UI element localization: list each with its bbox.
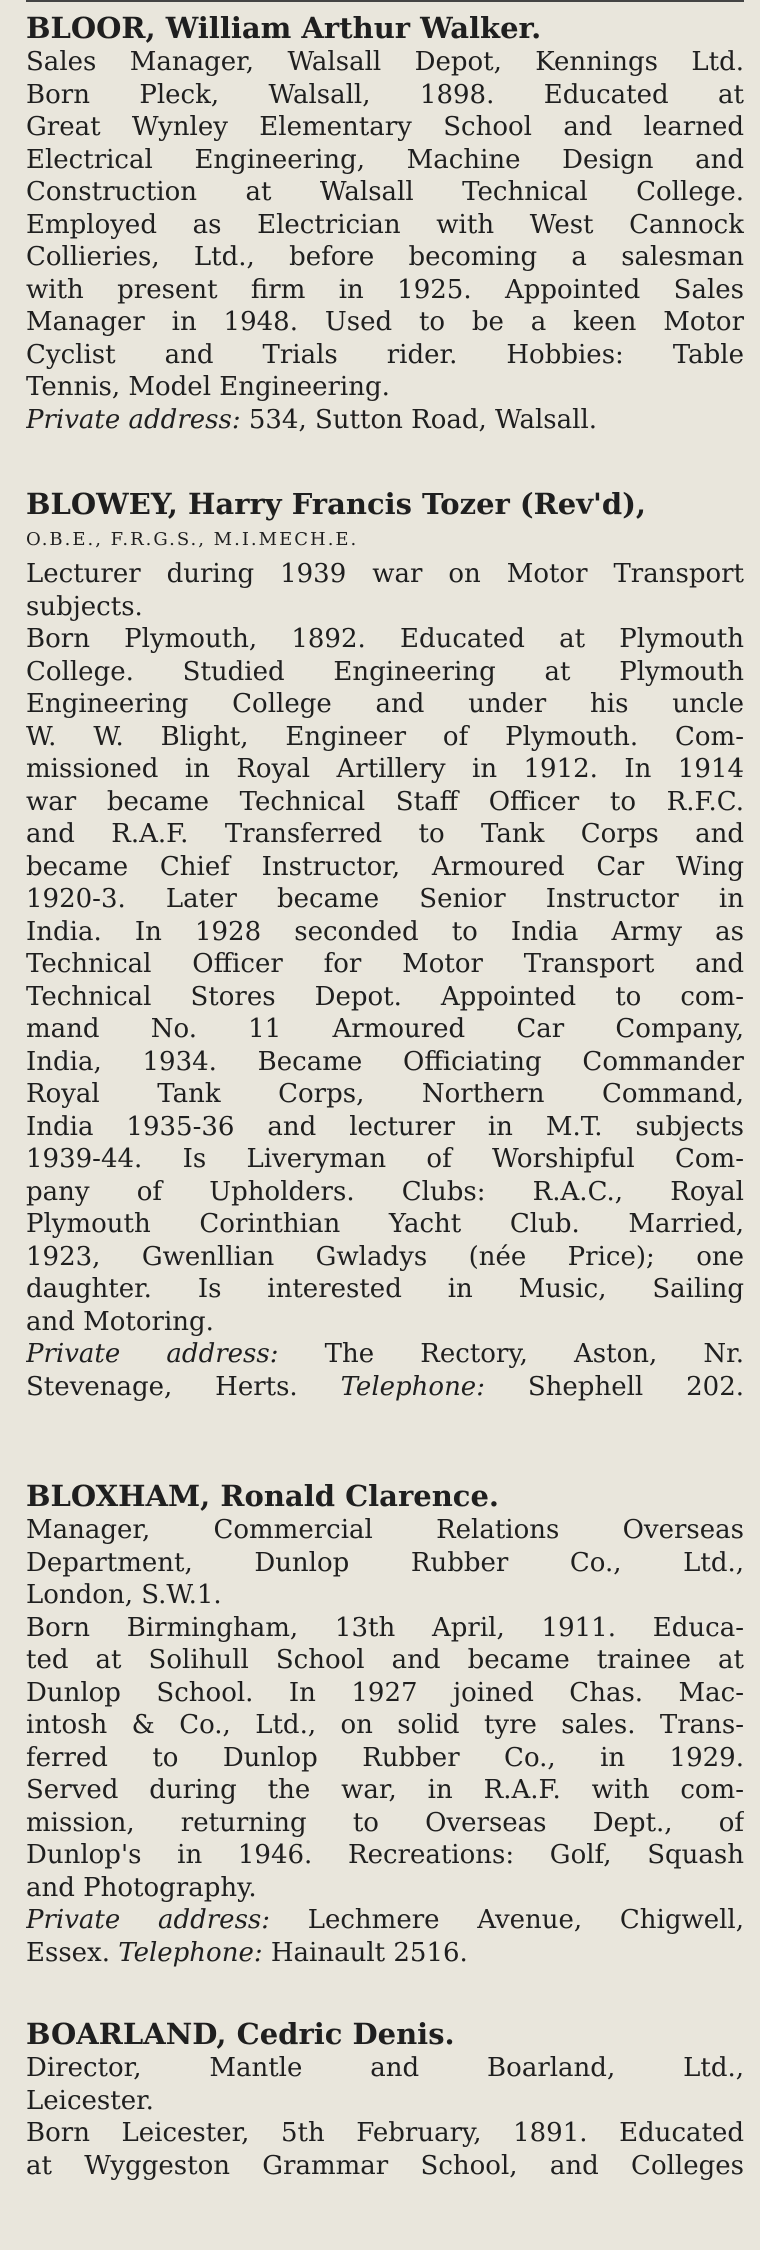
entry-line: Served during the war, in R.A.F. with com- [26,1775,744,1805]
entry-boarland [26,2016,744,2182]
private-address-value: Stevenage, Herts. [26,1371,341,1402]
entry-line: 1939-44. Is Liveryman of Worshipful Com- [26,1144,744,1174]
entry-qualifications: O.B.E., F.R.G.S., M.I.MECH.E. [26,529,359,550]
private-address-value: Essex. [26,1937,119,1968]
entry-address-line [26,404,744,437]
directory-page [26,0,744,2250]
entry-line: Born Birmingham, 13th April, 1911. Educa- [26,1612,744,1643]
private-address-value: The Rectory, Aston, Nr. [278,1339,744,1369]
entry-line: Dunlop School. In 1927 joined Chas. Mac- [26,1677,744,1708]
entry-line: India, 1934. Became Officiating Commander [26,1046,744,1077]
entry-line: ted at Solihull School and became trainee at [26,1645,744,1675]
entry-line: Employed as Electrician with West Cannock [26,209,744,240]
entry-line: Born Plymouth, 1892. Educated at Plymouth [26,624,744,654]
entry-address-line [26,1371,744,1404]
entry-line: Manager, Commercial Relations Overseas [26,1515,744,1545]
telephone-label: Telephone: [340,1371,485,1402]
entry-surname: BLOWEY, [26,487,178,521]
entry-line: with present firm in 1925. Appointed Sales [26,274,744,305]
top-rule [26,0,744,2]
telephone-label: Telephone: [118,1937,263,1968]
entry-line: and R.A.F. Transferred to Tank Corps and [26,819,744,849]
entry-line: missioned in Royal Artillery in 1912. In 1914 [26,754,744,784]
telephone-value: Shephell 202. [484,1371,744,1402]
entry-line: London, S.W.1. [26,1580,222,1610]
private-address-label: Private address: [26,404,241,435]
entry-given-names: William Arthur Walker. [165,11,542,45]
entry-surname: BLOOR, [26,11,156,45]
entry-bloor [26,10,744,436]
entry-line: and Photography. [26,1872,257,1903]
entry-line: Born Pleck, Walsall, 1898. Educated at [26,79,744,110]
entry-line: Collieries, Ltd., before becoming a salesman [26,242,744,272]
entry-line: Tennis, Model Engineering. [26,372,390,402]
entry-given-names: Harry Francis Tozer (Rev'd), [188,487,647,521]
entry-line: Royal Tank Corps, Northern Command, [26,1079,744,1109]
entry-line: Born Leicester, 5th February, 1891. Educated [26,2118,744,2148]
private-address-value: Lechmere Avenue, Chigwell, [270,1905,744,1935]
telephone-value: Hainault 2516. [262,1937,468,1968]
entry-heading [26,2016,744,2052]
entry-line: intosh & Co., Ltd., on solid tyre sales. Trans- [26,1710,744,1740]
entry-line: Great Wynley Elementary School and learned [26,112,744,142]
entry-line: mand No. 11 Armoured Car Company, [26,1014,744,1044]
entry-line: Electrical Engineering, Machine Design and [26,144,744,175]
entry-line: Manager in 1948. Used to be a keen Motor [26,307,744,337]
entry-address-line [26,1937,744,1970]
entry-line: Lecturer during 1939 war on Motor Transport [26,559,744,589]
private-address-value: 534, Sutton Road, Walsall. [240,404,598,435]
entry-line: 1923, Gwenllian Gwladys (née Price); one [26,1241,744,1272]
entry-address-line [26,1338,744,1371]
entry-line: daughter. Is interested in Music, Sailing [26,1274,744,1304]
private-address-label: Private address: [26,1339,279,1369]
entry-line: India. In 1928 seconded to India Army as [26,916,744,947]
entry-heading [26,486,744,522]
entry-line: Engineering College and under his uncle [26,689,744,719]
entry-line: W. W. Blight, Engineer of Plymouth. Com- [26,721,744,752]
entry-line: Leicester. [26,2085,154,2116]
entry-line: College. Studied Engineering at Plymouth [26,656,744,687]
entry-line: 1920-3. Later became Senior Instructor in [26,884,744,914]
entry-line: became Chief Instructor, Armoured Car Wing [26,851,744,882]
entry-line: pany of Upholders. Clubs: R.A.C., Royal [26,1176,744,1207]
entry-line: subjects. [26,591,143,622]
entry-line: ferred to Dunlop Rubber Co., in 1929. [26,1742,744,1773]
entry-line: Director, Mantle and Boarland, Ltd., [26,2053,744,2083]
entry-line: and Motoring. [26,1306,214,1337]
entry-line: Cyclist and Trials rider. Hobbies: Table [26,339,744,370]
entry-line: Sales Manager, Walsall Depot, Kennings Ltd. [26,47,744,77]
private-address-label: Private address: [26,1905,271,1935]
entry-surname: BLOXHAM, [26,1479,211,1513]
entry-line: Dunlop's in 1946. Recreations: Golf, Squash [26,1840,744,1870]
entry-heading [26,10,744,46]
entry-line: Technical Officer for Motor Transport and [26,949,744,979]
entry-line: Technical Stores Depot. Appointed to com- [26,981,744,1012]
entry-line: Construction at Walsall Technical College. [26,177,744,207]
entry-line: Department, Dunlop Rubber Co., Ltd., [26,1547,744,1578]
entry-line: Plymouth Corinthian Yacht Club. Married, [26,1209,744,1239]
entry-line: mission, returning to Overseas Dept., of [26,1807,744,1838]
entry-given-names: Ronald Clarence. [220,1479,499,1513]
entry-surname: BOARLAND, [26,2017,227,2051]
entry-line: at Wyggeston Grammar School, and Colleges [26,2150,744,2181]
entry-line: India 1935-36 and lecturer in M.T. subjects [26,1111,744,1142]
entry-line: war became Technical Staff Officer to R.F.C. [26,786,744,817]
entry-blowey [26,486,744,1403]
entry-given-names: Cedric Denis. [236,2017,455,2051]
entry-bloxham [26,1478,744,1969]
entry-heading [26,1478,744,1514]
entry-address-line [26,1904,744,1937]
